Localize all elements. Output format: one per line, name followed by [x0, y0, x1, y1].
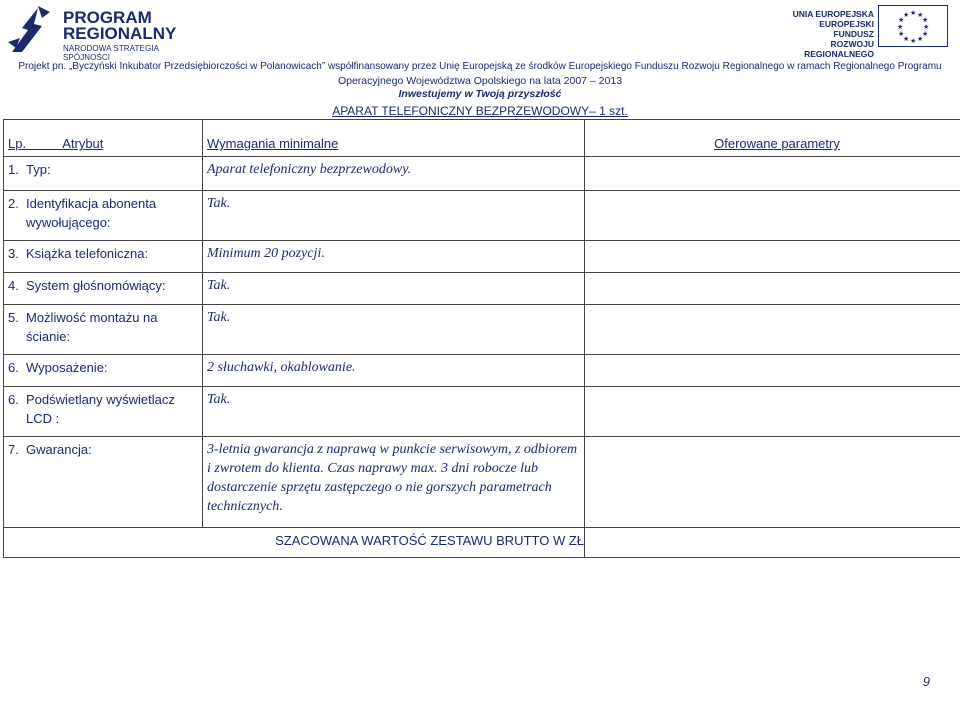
- eu-flag-icon: [878, 5, 948, 47]
- row-number: 5.: [8, 310, 19, 325]
- table-row: [4, 387, 960, 437]
- header-attr: Atrybut: [62, 136, 104, 151]
- row-requirement: Tak.: [203, 191, 585, 241]
- svg-text:★: ★: [898, 16, 905, 24]
- eu-logo-line3: ROZWOJU REGIONALNEGO: [804, 39, 874, 59]
- table-row: [4, 305, 960, 355]
- program-regionalny-logo: [8, 2, 198, 62]
- row-number: 1.: [8, 162, 19, 177]
- row-attribute: Wyposażenie:: [26, 360, 108, 375]
- row-requirement: Aparat telefoniczny bezprzewodowy.: [203, 157, 585, 191]
- svg-text:★: ★: [910, 37, 917, 45]
- svg-text:★: ★: [897, 23, 904, 31]
- offered-parameter-cell[interactable]: [585, 273, 960, 305]
- table-row: [4, 191, 960, 241]
- header-requirements: Wymagania minimalne: [203, 120, 585, 157]
- page-number: 9: [922, 674, 930, 689]
- row-number: 7.: [8, 442, 19, 457]
- row-attribute: Identyfikacja abonenta wywołującego:: [26, 196, 157, 230]
- eu-logo: [778, 5, 948, 59]
- eu-logo-line2: EUROPEJSKI FUNDUSZ: [819, 19, 874, 39]
- row-number: 4.: [8, 278, 19, 293]
- table-row: [4, 355, 960, 387]
- project-description: Projekt pn. „Byczyński Inkubator Przedsiębiorczości w Polanowicach” współfinansowany przez Unię Europejską ze środków Europejskiego Funduszu Rozwoju Regionalnego w ramach Regionalnego Programu: [18, 61, 942, 72]
- header-lp: Lp.: [8, 136, 27, 151]
- header-offered: [585, 120, 960, 157]
- svg-text:★: ★: [910, 9, 917, 17]
- eu-logo-line1: UNIA EUROPEJSKA: [792, 9, 874, 19]
- row-requirement: Minimum 20 pozycji.: [203, 241, 585, 273]
- offered-parameter-cell[interactable]: [585, 437, 960, 528]
- header-attribute: [4, 120, 203, 157]
- row-requirement: Tak.: [203, 273, 585, 305]
- row-attribute: System głośnomówiący:: [26, 278, 166, 293]
- offered-parameter-cell[interactable]: [585, 305, 960, 355]
- svg-text:★: ★: [917, 35, 924, 43]
- svg-text:★: ★: [922, 16, 929, 24]
- row-attribute: Typ:: [26, 162, 51, 177]
- row-requirement: Tak.: [203, 305, 585, 355]
- svg-text:★: ★: [898, 30, 905, 38]
- row-number: 6.: [8, 392, 19, 407]
- specification-table: [3, 119, 960, 558]
- row-number: 6.: [8, 360, 19, 375]
- row-attribute: Podświetlany wyświetlacz LCD :: [26, 392, 175, 426]
- row-requirement: 3-letnia gwarancja z naprawą w punkcie serwisowym, z odbiorem i zwrotem do klienta. Czas naprawy max. 3 dni robocze lub dostarczenie sprzętu zastępczego o nie gorszych parametrach technicznych.: [203, 437, 585, 528]
- svg-text:★: ★: [903, 11, 910, 19]
- document-title: APARAT TELEFONICZNY BEZPRZEWODOWY– 1 szt.: [332, 104, 628, 118]
- table-row: [4, 273, 960, 305]
- table-row: [4, 157, 960, 191]
- svg-text:★: ★: [923, 23, 930, 31]
- summary-value-cell[interactable]: [585, 528, 960, 558]
- table-row: [4, 241, 960, 273]
- row-requirement: 2 słuchawki, okablowanie.: [203, 355, 585, 387]
- logo-line-strategy: NARODOWA STRATEGIA SPÓJNOŚCI: [63, 44, 159, 62]
- row-attribute: Gwarancja:: [26, 442, 92, 457]
- svg-text:★: ★: [922, 30, 929, 38]
- row-requirement: Tak.: [203, 387, 585, 437]
- row-number: 2.: [8, 196, 19, 211]
- row-attribute: Możliwość montażu na ścianie:: [26, 310, 158, 344]
- svg-text:★: ★: [917, 11, 924, 19]
- offered-parameter-cell[interactable]: [585, 387, 960, 437]
- header-offered-label: Oferowane parametry: [714, 136, 840, 151]
- offered-parameter-cell[interactable]: [585, 241, 960, 273]
- logo-line-program: PROGRAM: [63, 8, 152, 27]
- offered-parameter-cell[interactable]: [585, 191, 960, 241]
- summary-row: [4, 528, 960, 558]
- offered-parameter-cell[interactable]: [585, 355, 960, 387]
- table-header-row: [4, 120, 960, 157]
- row-attribute: Książka telefoniczna:: [26, 246, 149, 261]
- svg-text:★: ★: [903, 35, 910, 43]
- summary-label: SZACOWANA WARTOŚĆ ZESTAWU BRUTTO W ZŁ: [4, 528, 585, 558]
- program-logo-icon: [8, 2, 56, 56]
- table-row: [4, 437, 960, 528]
- offered-parameter-cell[interactable]: [585, 157, 960, 191]
- row-number: 3.: [8, 246, 19, 261]
- slogan: Inwestujemy w Twoją przyszłość: [398, 88, 562, 100]
- program-period: Operacyjnego Województwa Opolskiego na lata 2007 – 2013: [337, 75, 623, 87]
- logo-line-regional: REGIONALNY: [63, 24, 177, 43]
